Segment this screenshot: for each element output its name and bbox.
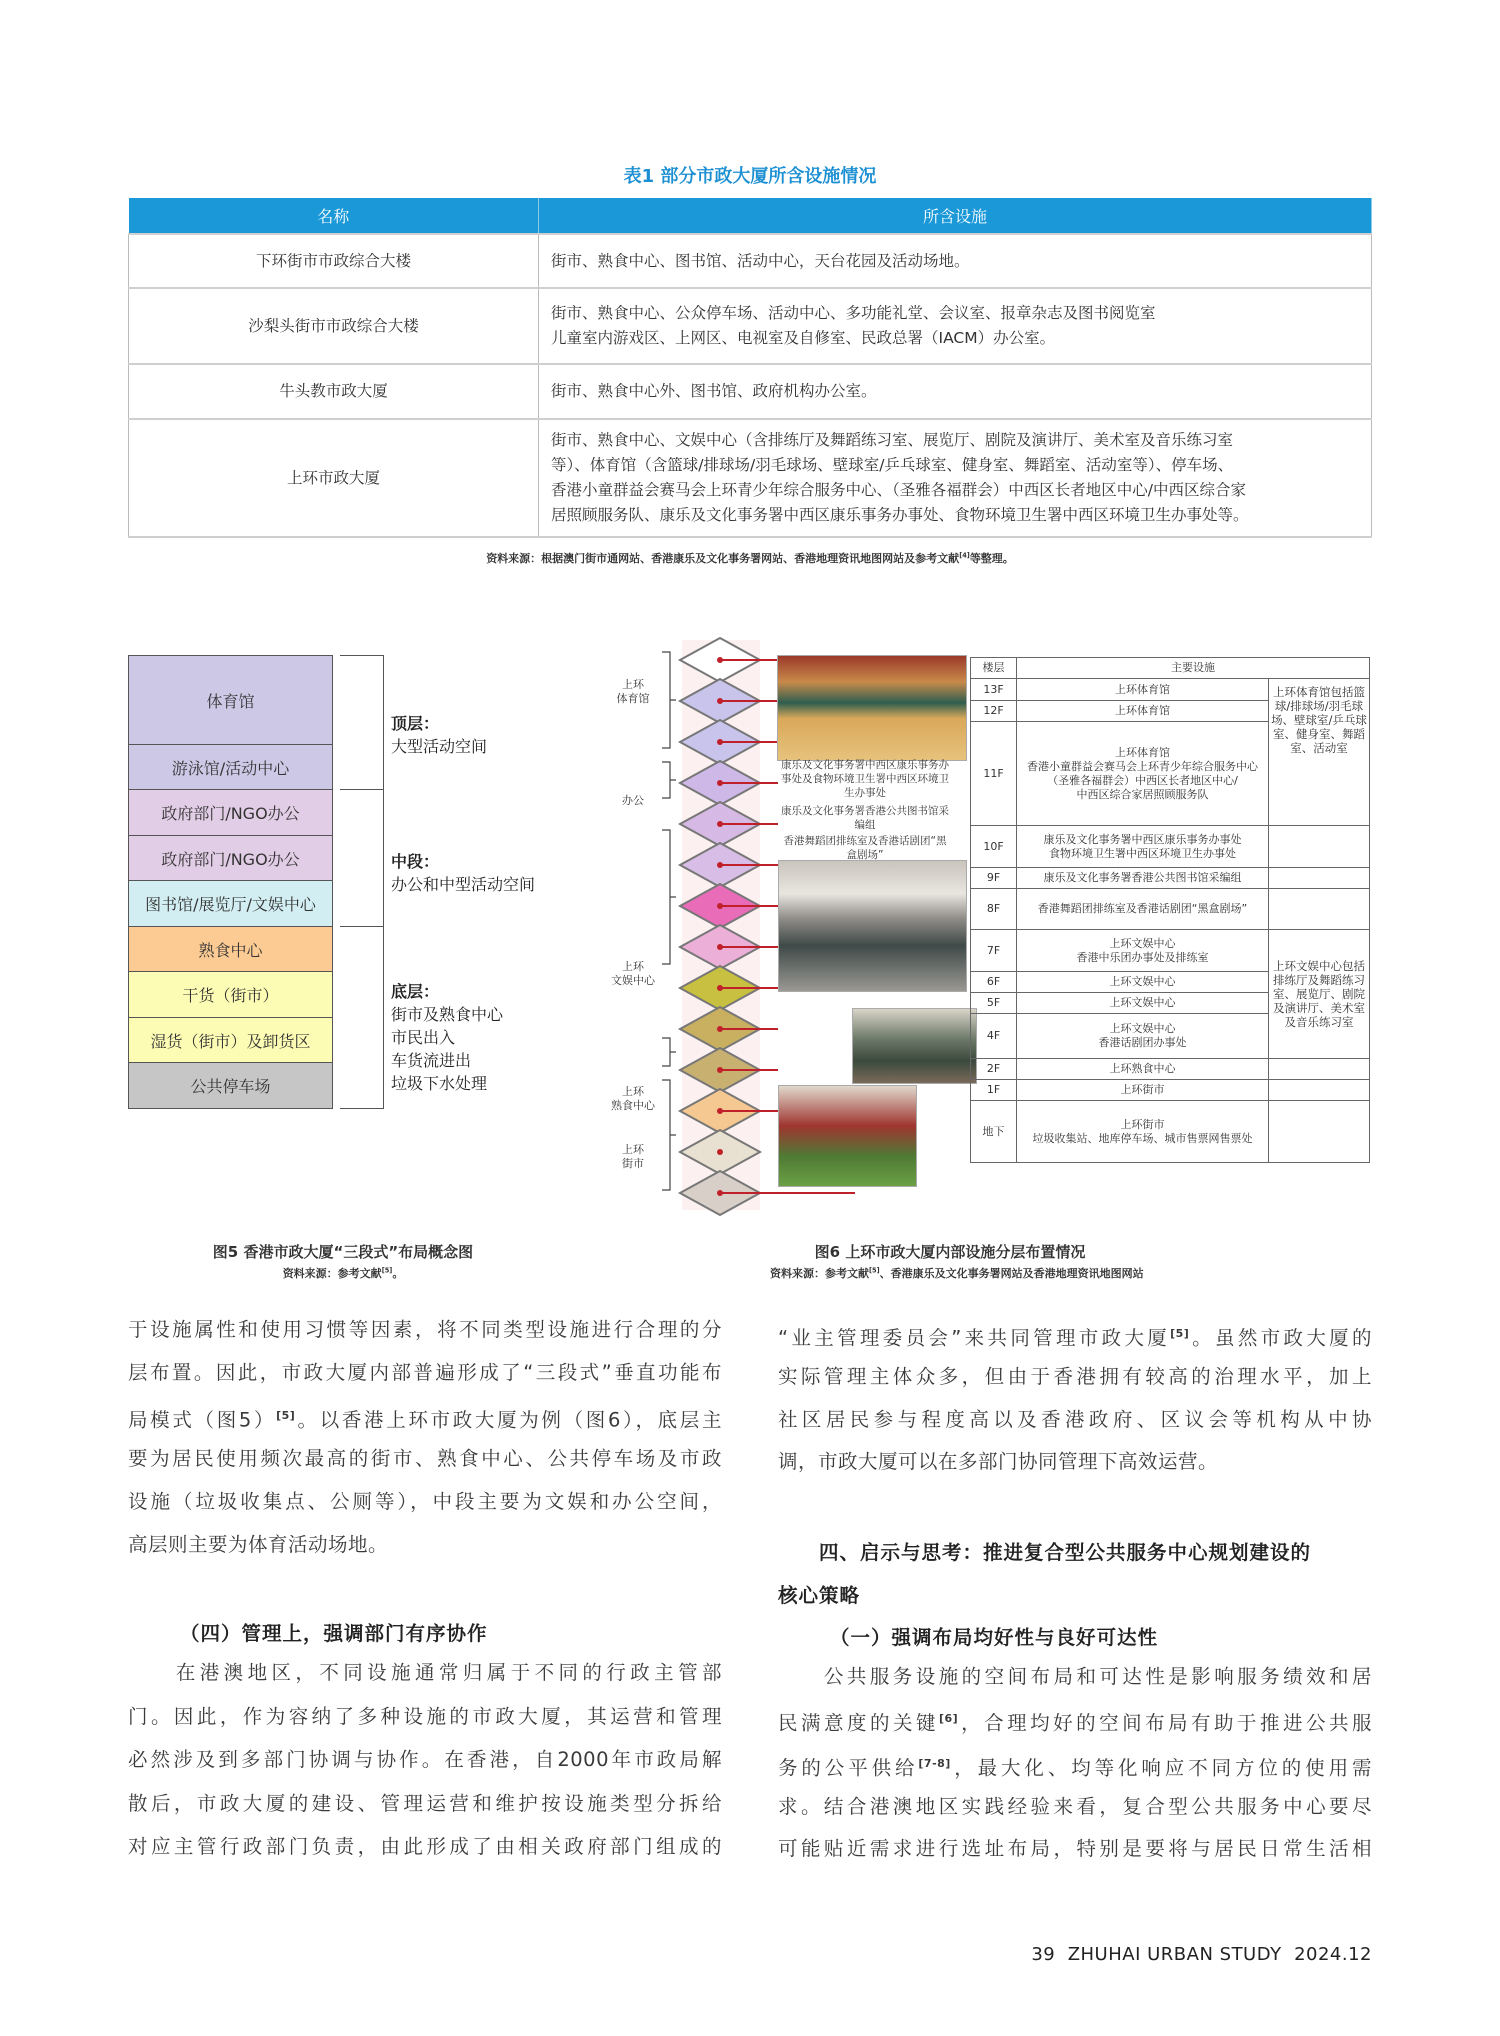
text: 求。结合港澳地区实践经验来看，复合型公共服务中心要尽 xyxy=(778,1795,1372,1818)
text-line xyxy=(128,1792,722,1816)
citation: [7-8] xyxy=(918,1757,951,1770)
text: 在港澳地区，不同设施通常归属于不同的行政主管部 xyxy=(128,1661,722,1684)
layer-block xyxy=(128,789,333,836)
floor-group-label: 上环 熟食中心 xyxy=(611,1085,655,1112)
source-text: 资料来源：参考文献 xyxy=(282,1267,382,1280)
text: 门。因此，作为容纳了多种设施的市政大厦，其运营和管理 xyxy=(128,1705,722,1728)
floor-facilities-table xyxy=(970,657,1370,1163)
text: ，合理均好的空间布局有助于推进公共服 xyxy=(958,1711,1372,1735)
building-name: 上环市政大厦 xyxy=(129,419,539,537)
facilities-line: 街市、熟食中心、图书馆、活动中心，天台花园及活动场地。 xyxy=(551,251,970,270)
layer-label: 体育馆 xyxy=(206,691,255,711)
text-line xyxy=(128,1533,722,1557)
floor-group-label: 上环 街市 xyxy=(622,1143,644,1170)
section-label xyxy=(391,980,503,1095)
section-line: 办公和中型活动空间 xyxy=(391,875,536,894)
layer-block xyxy=(128,880,333,927)
floor-row xyxy=(971,679,1370,701)
subsection-heading: （一）强调布局均好性与良好可达性 xyxy=(830,1626,1159,1649)
text-line xyxy=(128,1318,722,1342)
floor-label: 4F xyxy=(971,1014,1017,1059)
floor-label: 2F xyxy=(971,1059,1017,1080)
column-header-facilities: 所含设施 xyxy=(539,198,1372,234)
facilities-cell xyxy=(539,288,1372,364)
citation: [5] xyxy=(276,1409,296,1422)
figure-5-source xyxy=(128,1265,558,1281)
text: “业主管理委员会”来共同管理市政大厦 xyxy=(778,1326,1171,1350)
section-line: 垃圾下水处理 xyxy=(391,1074,488,1093)
floor-label: 6F xyxy=(971,972,1017,993)
floor-label: 1F xyxy=(971,1080,1017,1101)
text: 实际管理主体众多，但由于香港拥有较高的治理水平，加上 xyxy=(778,1365,1372,1388)
text-line xyxy=(778,1665,1372,1689)
floor-header: 楼层 xyxy=(971,658,1017,679)
floor-facilities: 康乐及文化事务署中西区康乐事务办事处 食物环境卫生署中西区环境卫生办事处 xyxy=(1017,826,1269,868)
text-line xyxy=(778,1707,1372,1736)
text: 局模式（图5） xyxy=(128,1408,277,1432)
layer-block xyxy=(128,1062,333,1109)
section-label xyxy=(391,712,487,758)
layer-block xyxy=(128,744,333,790)
text: 。以香港上环市政大厦为例（图6），底层主 xyxy=(295,1408,722,1432)
civic-centre-side-note: 上环文娱中心包括排练厅及舞蹈练习室、展览厅、剧院及演讲厅、美术室及音乐练习室 xyxy=(1269,930,1370,1059)
text: 社区居民参与程度高以及香港政府、区议会等机构从中协 xyxy=(778,1408,1372,1431)
facilities-line: 街市、熟食中心、文娱中心（含排练厅及舞蹈练习室、展览厅、剧院及演讲厅、美术室及音乐练习室 xyxy=(551,431,1234,449)
floor-row xyxy=(971,1080,1370,1101)
text: ，最大化、均等化响应不同方位的使用需 xyxy=(950,1756,1372,1780)
text: 设施（垃圾收集点、公厕等），中段主要为文娱和办公空间， xyxy=(128,1490,722,1513)
floor-label: 9F xyxy=(971,868,1017,889)
page-footer xyxy=(1031,1944,1372,1965)
section-title: 顶层： xyxy=(391,714,440,733)
facilities-line: 街市、熟食中心、公众停车场、活动中心、多功能礼堂、会议室、报章杂志及图书阅览室 xyxy=(551,304,1156,322)
layer-block xyxy=(128,655,333,745)
text: 层布置。因此，市政大厦内部普遍形成了“三段式”垂直功能布 xyxy=(128,1361,722,1384)
floor-facilities: 上环文娱中心 xyxy=(1017,972,1269,993)
text: 于设施属性和使用习惯等因素，将不同类型设施进行合理的分 xyxy=(128,1318,722,1341)
layer-block xyxy=(128,926,333,972)
text-line xyxy=(778,1365,1372,1389)
building-name: 下环街市市政综合大楼 xyxy=(129,234,539,288)
facilities-line: 等）、体育馆（含篮球/排球场/羽毛球场、壁球室/乒乓球室、健身室、舞蹈室、活动室等）、停车场、 xyxy=(551,456,1234,474)
floor-row xyxy=(971,1059,1370,1080)
empty-cell xyxy=(1269,1080,1370,1101)
floor-row xyxy=(971,826,1370,868)
floor-facilities: 上环文娱中心 xyxy=(1017,993,1269,1014)
floor-facilities: 上环体育馆 xyxy=(1017,679,1269,701)
section-bracket xyxy=(340,789,384,927)
section-bracket xyxy=(340,926,384,1109)
text: 要为居民使用频次最高的街市、熟食中心、公共停车场及市政 xyxy=(128,1447,722,1470)
gym-photo xyxy=(777,655,967,761)
facilities-line: 居照顾服务队、康乐及文化事务署中西区康乐事务办事处、食物环境卫生署中西区环境卫生办事处等。 xyxy=(551,506,1249,524)
facilities-cell xyxy=(539,234,1372,288)
food-centre-photo xyxy=(852,1008,977,1084)
group-bracket xyxy=(662,652,676,748)
floor-group-label: 办公 xyxy=(622,794,644,807)
floor-row xyxy=(971,889,1370,930)
annotation-dance-floor: 香港舞蹈团排练室及香港话剧团“黑盒剧场” xyxy=(783,835,947,861)
citation: [6] xyxy=(938,1712,959,1725)
citation: [5] xyxy=(869,1266,880,1275)
floor-facilities: 香港舞蹈团排练室及香港话剧团“黑盒剧场” xyxy=(1017,889,1269,930)
page-number: 39 xyxy=(1031,1944,1056,1965)
layer-label: 湿货（街市）及卸货区 xyxy=(150,1031,311,1051)
layer-block xyxy=(128,971,333,1018)
layer-label: 游泳馆/活动中心 xyxy=(171,758,290,778)
floor-row xyxy=(971,930,1370,972)
empty-cell xyxy=(1269,826,1370,868)
figure-5-caption: 图5 香港市政大厦“三段式”布局概念图 xyxy=(212,1243,474,1261)
floor-facilities: 上环体育馆 香港小童群益会赛马会上环青少年综合服务中心 （圣雅各福群会）中西区长者地区中心/ 中西区综合家居照顾服务队 xyxy=(1017,722,1269,826)
table-source-note xyxy=(0,550,1500,566)
floor-facilities: 康乐及文化事务署香港公共图书馆采编组 xyxy=(1017,868,1269,889)
text-line xyxy=(128,1705,722,1729)
empty-cell xyxy=(1269,868,1370,889)
table-row xyxy=(129,234,1372,288)
issue-date: 2024.12 xyxy=(1294,1944,1372,1965)
section-bracket xyxy=(340,655,384,790)
floor-facilities: 上环文娱中心 香港话剧团办事处 xyxy=(1017,1014,1269,1059)
citation: [5] xyxy=(381,1266,393,1275)
facilities-cell xyxy=(539,419,1372,537)
source-text-end: 等整理。 xyxy=(969,552,1014,565)
layer-label: 政府部门/NGO办公 xyxy=(161,849,300,869)
floor-facilities: 上环熟食中心 xyxy=(1017,1059,1269,1080)
facilities-line: 儿童室内游戏区、上网区、电视室及自修室、民政总署（IACM）办公室。 xyxy=(551,329,1056,347)
group-bracket xyxy=(662,830,676,964)
text-line xyxy=(778,1837,1372,1861)
figure-6-source xyxy=(770,1265,1370,1281)
floor-marker xyxy=(717,1149,723,1155)
text-line xyxy=(128,1447,722,1471)
text-line xyxy=(128,1361,722,1385)
text: 民满意度的关键 xyxy=(778,1711,939,1735)
text: 务的公平供给 xyxy=(778,1756,919,1780)
source-text: 资料来源：参考文献 xyxy=(770,1267,869,1280)
floor-label: 8F xyxy=(971,889,1017,930)
subsection-heading: （四）管理上，强调部门有序协作 xyxy=(180,1622,488,1645)
facilities-header: 主要设施 xyxy=(1017,658,1370,679)
layer-label: 图书馆/展览厅/文娱中心 xyxy=(145,895,316,914)
floor-facilities: 上环体育馆 xyxy=(1017,701,1269,722)
empty-cell xyxy=(1269,1059,1370,1080)
group-bracket xyxy=(662,1080,676,1190)
text-line xyxy=(128,1490,722,1514)
section-title: 底层： xyxy=(391,982,440,1001)
column-header-name: 名称 xyxy=(129,198,539,234)
text-line xyxy=(778,1450,1372,1474)
civic-centre-photo xyxy=(778,860,967,992)
section-title: 中段： xyxy=(391,852,440,871)
layer-label: 干货（街市） xyxy=(182,986,279,1005)
section-heading-cont: 核心策略 xyxy=(778,1584,861,1607)
section-line: 市民出入 xyxy=(391,1028,456,1047)
facilities-line: 香港小童群益会赛马会上环青少年综合服务中心、（圣雅各福群会）中西区长者地区中心/中西区综合家 xyxy=(551,481,1246,499)
text-line xyxy=(778,1795,1372,1819)
annotation-office-floor: 康乐及文化事务署中西区康乐事务办事处及食物环境卫生署中西区环境卫生办事处 xyxy=(781,759,949,799)
source-text-end: 。 xyxy=(392,1267,404,1280)
layer-label: 政府部门/NGO办公 xyxy=(161,804,300,823)
building-name: 沙梨头街市市政综合大楼 xyxy=(129,288,539,364)
table-header-row xyxy=(971,658,1370,679)
table-row xyxy=(129,288,1372,364)
floor-label: 11F xyxy=(971,722,1017,826)
text-line xyxy=(128,1661,722,1685)
floor-label: 地下 xyxy=(971,1101,1017,1163)
text-line xyxy=(128,1748,722,1772)
empty-cell xyxy=(1269,889,1370,930)
text: 高层则主要为体育活动场地。 xyxy=(128,1533,389,1556)
group-bracket xyxy=(662,1038,676,1066)
floor-label: 10F xyxy=(971,826,1017,868)
text: 对应主管行政部门负责，由此形成了由相关政府部门组成的 xyxy=(128,1835,722,1858)
citation: [5] xyxy=(1170,1327,1190,1340)
text: 。虽然市政大厦的 xyxy=(1189,1326,1372,1350)
floor-label: 13F xyxy=(971,679,1017,701)
market-photo xyxy=(778,1085,917,1187)
group-bracket xyxy=(662,762,676,798)
table-title: 表1 部分市政大厦所含设施情况 xyxy=(623,166,877,187)
text-line xyxy=(778,1322,1372,1351)
text-line xyxy=(778,1752,1372,1781)
source-text: 资料来源：根据澳门街市通网站、香港康乐及文化事务署网站、香港地理资讯地图网站及参考文献 xyxy=(486,552,960,565)
layer-block xyxy=(128,835,333,881)
floor-row xyxy=(971,868,1370,889)
text: 必然涉及到多部门协调与协作。在香港，自2000年市政局解 xyxy=(128,1748,722,1771)
text: 调，市政大厦可以在多部门协同管理下高效运营。 xyxy=(778,1450,1219,1473)
building-name: 牛头教市政大厦 xyxy=(129,364,539,419)
floor-facilities: 上环街市 xyxy=(1017,1080,1269,1101)
text-line xyxy=(128,1835,722,1859)
table-row xyxy=(129,419,1372,537)
source-text-end: 、香港康乐及文化事务署网站及香港地理资讯地图网站 xyxy=(879,1267,1144,1280)
facilities-cell xyxy=(539,364,1372,419)
citation: [4] xyxy=(959,551,970,560)
text: 公共服务设施的空间布局和可达性是影响服务绩效和居 xyxy=(778,1665,1372,1688)
gym-side-note: 上环体育馆包括篮球/排球场/羽毛球场、壁球室/乒乓球室、健身室、舞蹈室、活动室 xyxy=(1269,679,1370,826)
annotation-library-floor: 康乐及文化事务署香港公共图书馆采编组 xyxy=(781,805,949,831)
text: 可能贴近需求进行选址布局，特别是要将与居民日常生活相 xyxy=(778,1837,1372,1860)
table-row xyxy=(129,364,1372,419)
floor-label: 7F xyxy=(971,930,1017,972)
section-heading: 四、启示与思考：推进复合型公共服务中心规划建设的 xyxy=(778,1541,1312,1564)
facilities-table xyxy=(128,198,1372,538)
section-line: 大型活动空间 xyxy=(391,737,488,756)
floor-label: 12F xyxy=(971,701,1017,722)
figure-6-caption: 图6 上环市政大厦内部设施分层布置情况 xyxy=(814,1243,1086,1261)
layer-label: 公共停车场 xyxy=(190,1077,271,1096)
floor-group-label: 上环 体育馆 xyxy=(616,678,650,705)
section-label xyxy=(391,850,535,896)
floor-label: 5F xyxy=(971,993,1017,1014)
facilities-line: 街市、熟食中心外、图书馆、政府机构办公室。 xyxy=(551,382,877,400)
empty-cell xyxy=(1269,1101,1370,1163)
floor-group-label: 上环 文娱中心 xyxy=(611,960,655,987)
floor-row xyxy=(971,1101,1370,1163)
section-line: 街市及熟食中心 xyxy=(391,1005,504,1024)
text-line xyxy=(778,1408,1372,1432)
text: 散后，市政大厦的建设、管理运营和维护按设施类型分拆给 xyxy=(128,1792,722,1815)
text-line xyxy=(128,1404,722,1433)
floor-facilities: 上环街市 垃圾收集站、地库停车场、城市售票网售票处 xyxy=(1017,1101,1269,1163)
layer-block xyxy=(128,1017,333,1063)
layer-label: 熟食中心 xyxy=(198,940,263,960)
section-line: 车货流进出 xyxy=(391,1051,472,1070)
journal-name: ZHUHAI URBAN STUDY xyxy=(1067,1944,1282,1965)
floor-facilities: 上环文娱中心 香港中乐团办事处及排练室 xyxy=(1017,930,1269,972)
